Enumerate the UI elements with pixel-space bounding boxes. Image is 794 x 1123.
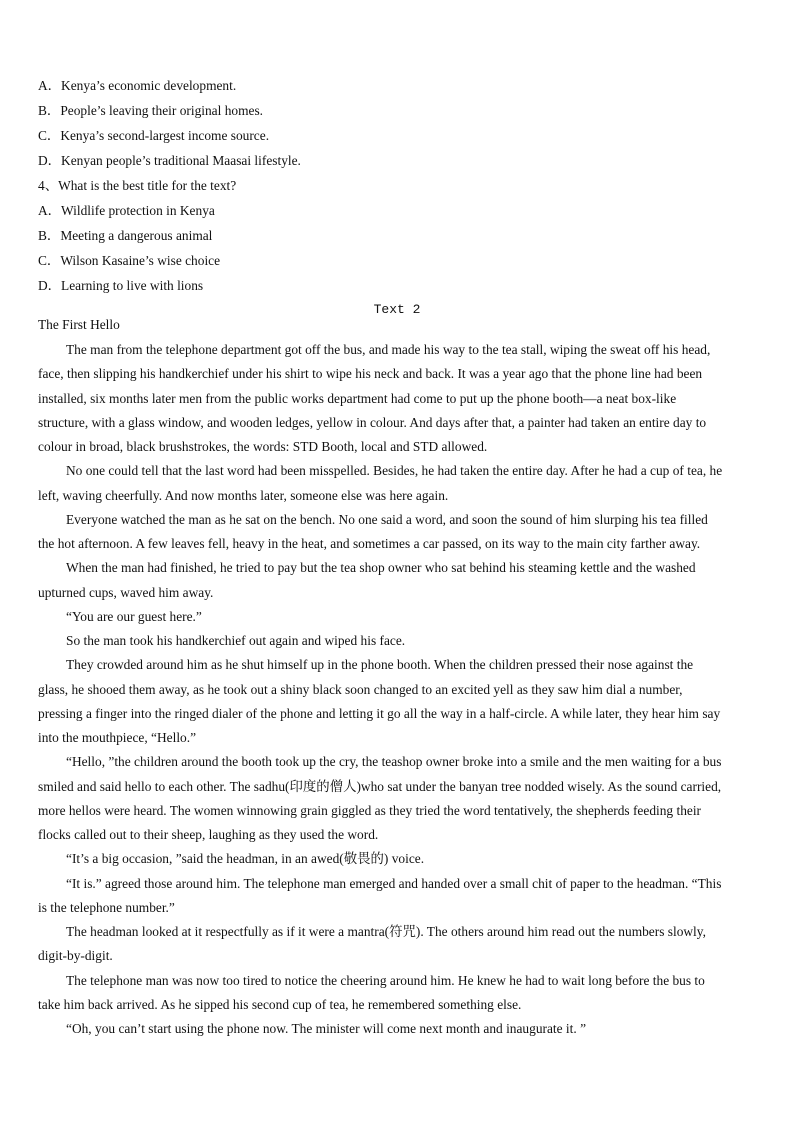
passage-line: left, waving cheerfully. And now months later, someone else was here again. — [38, 487, 449, 503]
passage-body — [38, 338, 768, 1041]
passage-line: “It’s a big occasion, ”said the headman, in an awed(敬畏的) voice. — [66, 851, 425, 867]
passage-line: “It is.” agreed those around him. The telephone man emerged and handed over a small chit of paper to the headman. “This — [66, 875, 722, 891]
passage-line: When the man had finished, he tried to pay but the tea shop owner who sat behind his steaming kettle and the washed — [66, 560, 696, 576]
passage-line: take him back arrived. As he sipped his second cup of tea, he remembered something else. — [38, 996, 522, 1012]
passage-line: the hot afternoon. A few leaves fell, heavy in the heat, and sometimes a car passed, on its way to the main city farther away. — [38, 536, 701, 551]
passage-line: is the telephone number.” — [38, 899, 175, 915]
passage-line: face, then slipping his handkerchief under his shirt to wipe his neck and back. It was a year ago that the phone line had been — [38, 366, 703, 382]
option-4d: D．Learning to live with lions — [38, 278, 204, 293]
option-4a: A．Wildlife protection in Kenya — [38, 203, 215, 218]
passage-line: The telephone man was now too tired to notice the cheering around him. He knew he had to wait long before the bus to — [66, 972, 705, 988]
passage-line: installed, six months later men from the public works department had come to put up the phone booth—a neat box-like — [38, 390, 677, 406]
passage-line: No one could tell that the last word had been misspelled. Besides, he had taken the entire day. After he had a cup of tea, he — [66, 463, 723, 479]
passage-line: The headman looked at it respectfully as if it were a mantra(符咒). The others around him read out the numbers slowly, — [66, 924, 706, 939]
option-3b: B．People’s leaving their original homes. — [38, 103, 263, 118]
passage-line: smiled and said hello to each other. The sadhu(印度的僧人)who sat under the banyan tree nodded wisely. As the sound carried, — [38, 778, 722, 794]
passage-line: The man from the telephone department got off the bus, and made his way to the tea stall, wiping the sweat off his head, — [66, 342, 711, 357]
passage-line: structure, with a glass window, and wooden ledges, yellow in colour. And days after that, a painter had taken an entire day to — [38, 414, 707, 430]
passage-line: upturned cups, waved him away. — [38, 584, 214, 600]
passage-line: They crowded around him as he shut himself up in the phone booth. When the children pressed their nose against the — [66, 657, 694, 673]
passage-line: “You are our guest here.” — [66, 608, 202, 624]
passage-line: more hellos were heard. The women winnowing grain giggled as they tried the word tentatively, the shepherds feeding their — [38, 802, 702, 818]
passage-line: into the mouthpiece, “Hello.” — [38, 730, 197, 745]
question-4-stem: 4、What is the best title for the text? — [38, 178, 237, 193]
passage-title: The First Hello — [38, 317, 120, 332]
option-3c: C．Kenya’s second-largest income source. — [38, 128, 270, 143]
question-block — [38, 73, 758, 298]
option-4c: C．Wilson Kasaine’s wise choice — [38, 253, 221, 268]
passage-line: pressing a finger into the ringed dialer of the phone and letting it go all the way in a half-circle. A while later, they hear him say — [38, 705, 721, 721]
passage-line: “Oh, you can’t start using the phone now. The minister will come next month and inaugurate it. ” — [66, 1021, 587, 1036]
option-3d: D．Kenyan people’s traditional Maasai lifestyle. — [38, 153, 301, 168]
passage-line: digit-by-digit. — [38, 948, 113, 964]
passage-line: So the man took his handkerchief out again and wiped his face. — [66, 633, 406, 648]
option-3a: A．Kenya’s economic development. — [38, 78, 237, 93]
passage-line: glass, he shooed them away, as he took out a shiny black soon changed to an excited yell as they saw him dial a number, — [38, 681, 683, 697]
option-4b: B．Meeting a dangerous animal — [38, 228, 213, 243]
passage-line: “Hello, ”the children around the booth took up the cry, the teashop owner broke into a smile and the men waiting for a bus — [66, 754, 722, 770]
passage-line: Everyone watched the man as he sat on the bench. No one said a word, and soon the sound of him slurping his tea filled — [66, 511, 708, 527]
section-label: Text 2 — [373, 302, 421, 317]
passage-line: flocks called out to their sheep, laughing as they used the word. — [38, 827, 379, 842]
passage-line: colour in broad, black brushstrokes, the words: STD Booth, local and STD allowed. — [38, 439, 488, 454]
